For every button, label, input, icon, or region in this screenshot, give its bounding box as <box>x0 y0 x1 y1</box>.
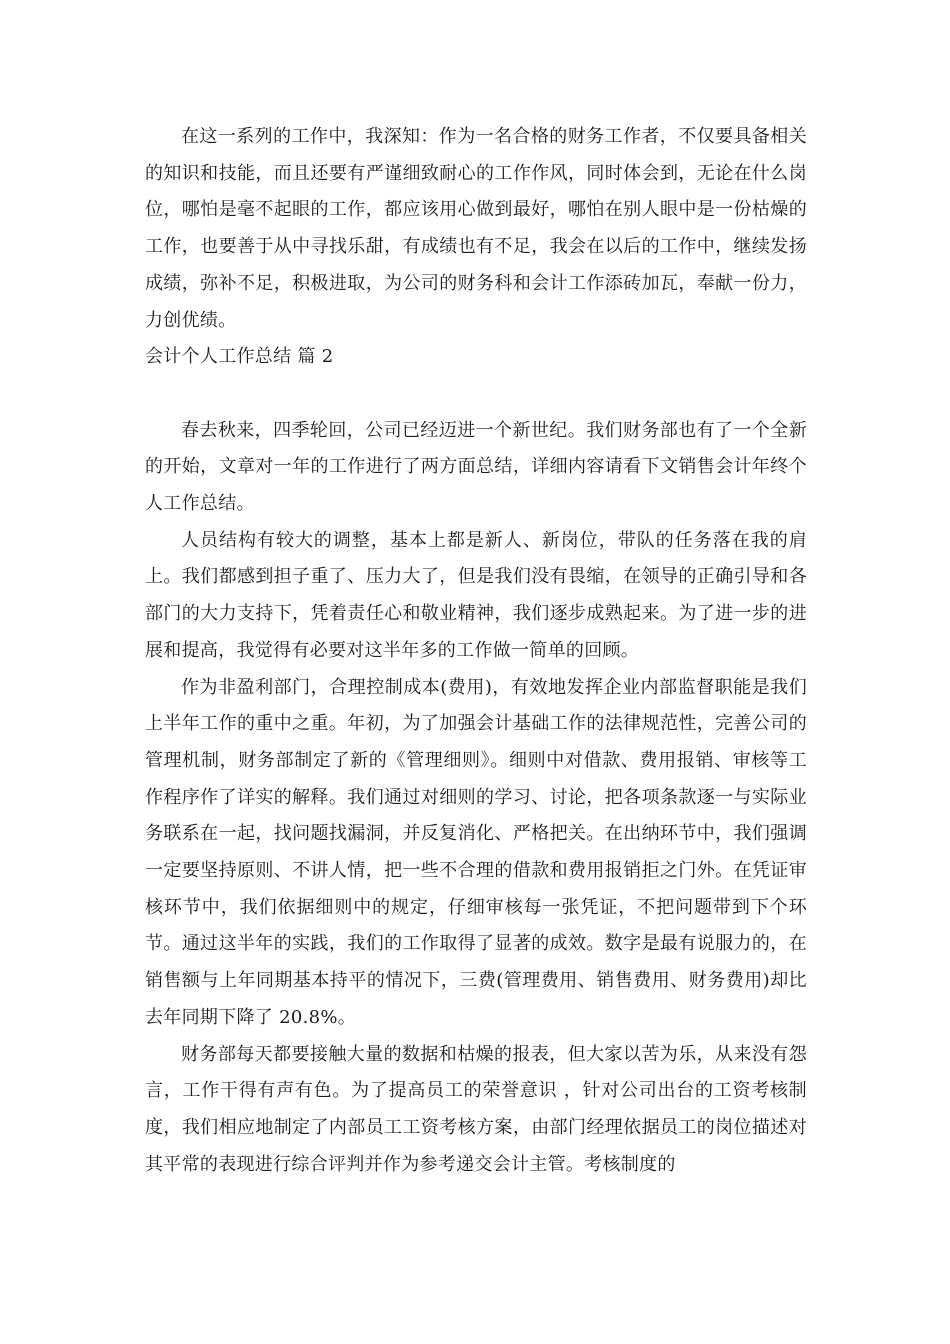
paragraph-cost-control: 作为非盈利部门，合理控制成本(费用)，有效地发挥企业内部监督职能是我们上半年工作的重中之重。年初，为了加强会计基础工作的法律规范性，完善公司的管理机制，财务部制定了新的《管理细则》。细则中对借款、费用报销、审核等工作程序作了详实的解释。我们通过对细则的学习、讨论，把各项条款逐一与实际业务联系在一起，找问题找漏洞，并反复消化、严格把关。在出纳环节中，我们强调一定要坚持原则、不讲人情，把一些不合理的借款和费用报销拒之门外。在凭证审核环节中，我们依据细则中的规定，仔细审核每一张凭证，不把问题带到下个环节。通过这半年的实践，我们的工作取得了显著的成效。数字是最有说服力的，在销售额与上年同期基本持平的情况下，三费(管理费用、销售费用、财务费用)却比去年同期下降了 20.8%。 <box>145 676 807 1028</box>
document-body <box>145 119 807 1183</box>
blank-line <box>145 376 807 413</box>
paragraph-intro: 春去秋来，四季轮回，公司已经迈进一个新世纪。我们财务部也有了一个全新的开始，文章对一年的工作进行了两方面总结，详细内容请看下文销售会计年终个人工作总结。 <box>145 419 807 515</box>
section-heading: 会计个人工作总结 篇 2 <box>145 346 334 368</box>
paragraph-assessment: 财务部每天都要接触大量的数据和枯燥的报表，但大家以苦为乐，从来没有怨言，工作干得有声有色。为了提高员工的荣誉意识 ，针对公司出台的工资考核制度，我们相应地制定了内部员工工资考核方案，由部门经理依据员工的岗位描述对其平常的表现进行综合评判并作为参考递交会计主管。考核制度的 <box>145 1043 807 1175</box>
paragraph-staffing: 人员结构有较大的调整，基本上都是新人、新岗位，带队的任务落在我的肩上。我们都感到担子重了、压力大了，但是我们没有畏缩，在领导的正确引导和各部门的大力支持下，凭着责任心和敬业精神，我们逐步成熟起来。为了进一步的进展和提高，我觉得有必要对这半年多的工作做一简单的回顾。 <box>145 529 807 661</box>
paragraph-closing-summary: 在这一系列的工作中，我深知：作为一名合格的财务工作者，不仅要具备相关的知识和技能，而且还要有严谨细致耐心的工作作风，同时体会到，无论在什么岗位，哪怕是毫不起眼的工作，都应该用心做到最好，哪怕在别人眼中是一份枯燥的工作，也要善于从中寻找乐甜，有成绩也有不足，我会在以后的工作中，继续发扬成绩，弥补不足，积极进取，为公司的财务科和会计工作添砖加瓦，奉献一份力，力创优绩。 <box>145 126 807 331</box>
